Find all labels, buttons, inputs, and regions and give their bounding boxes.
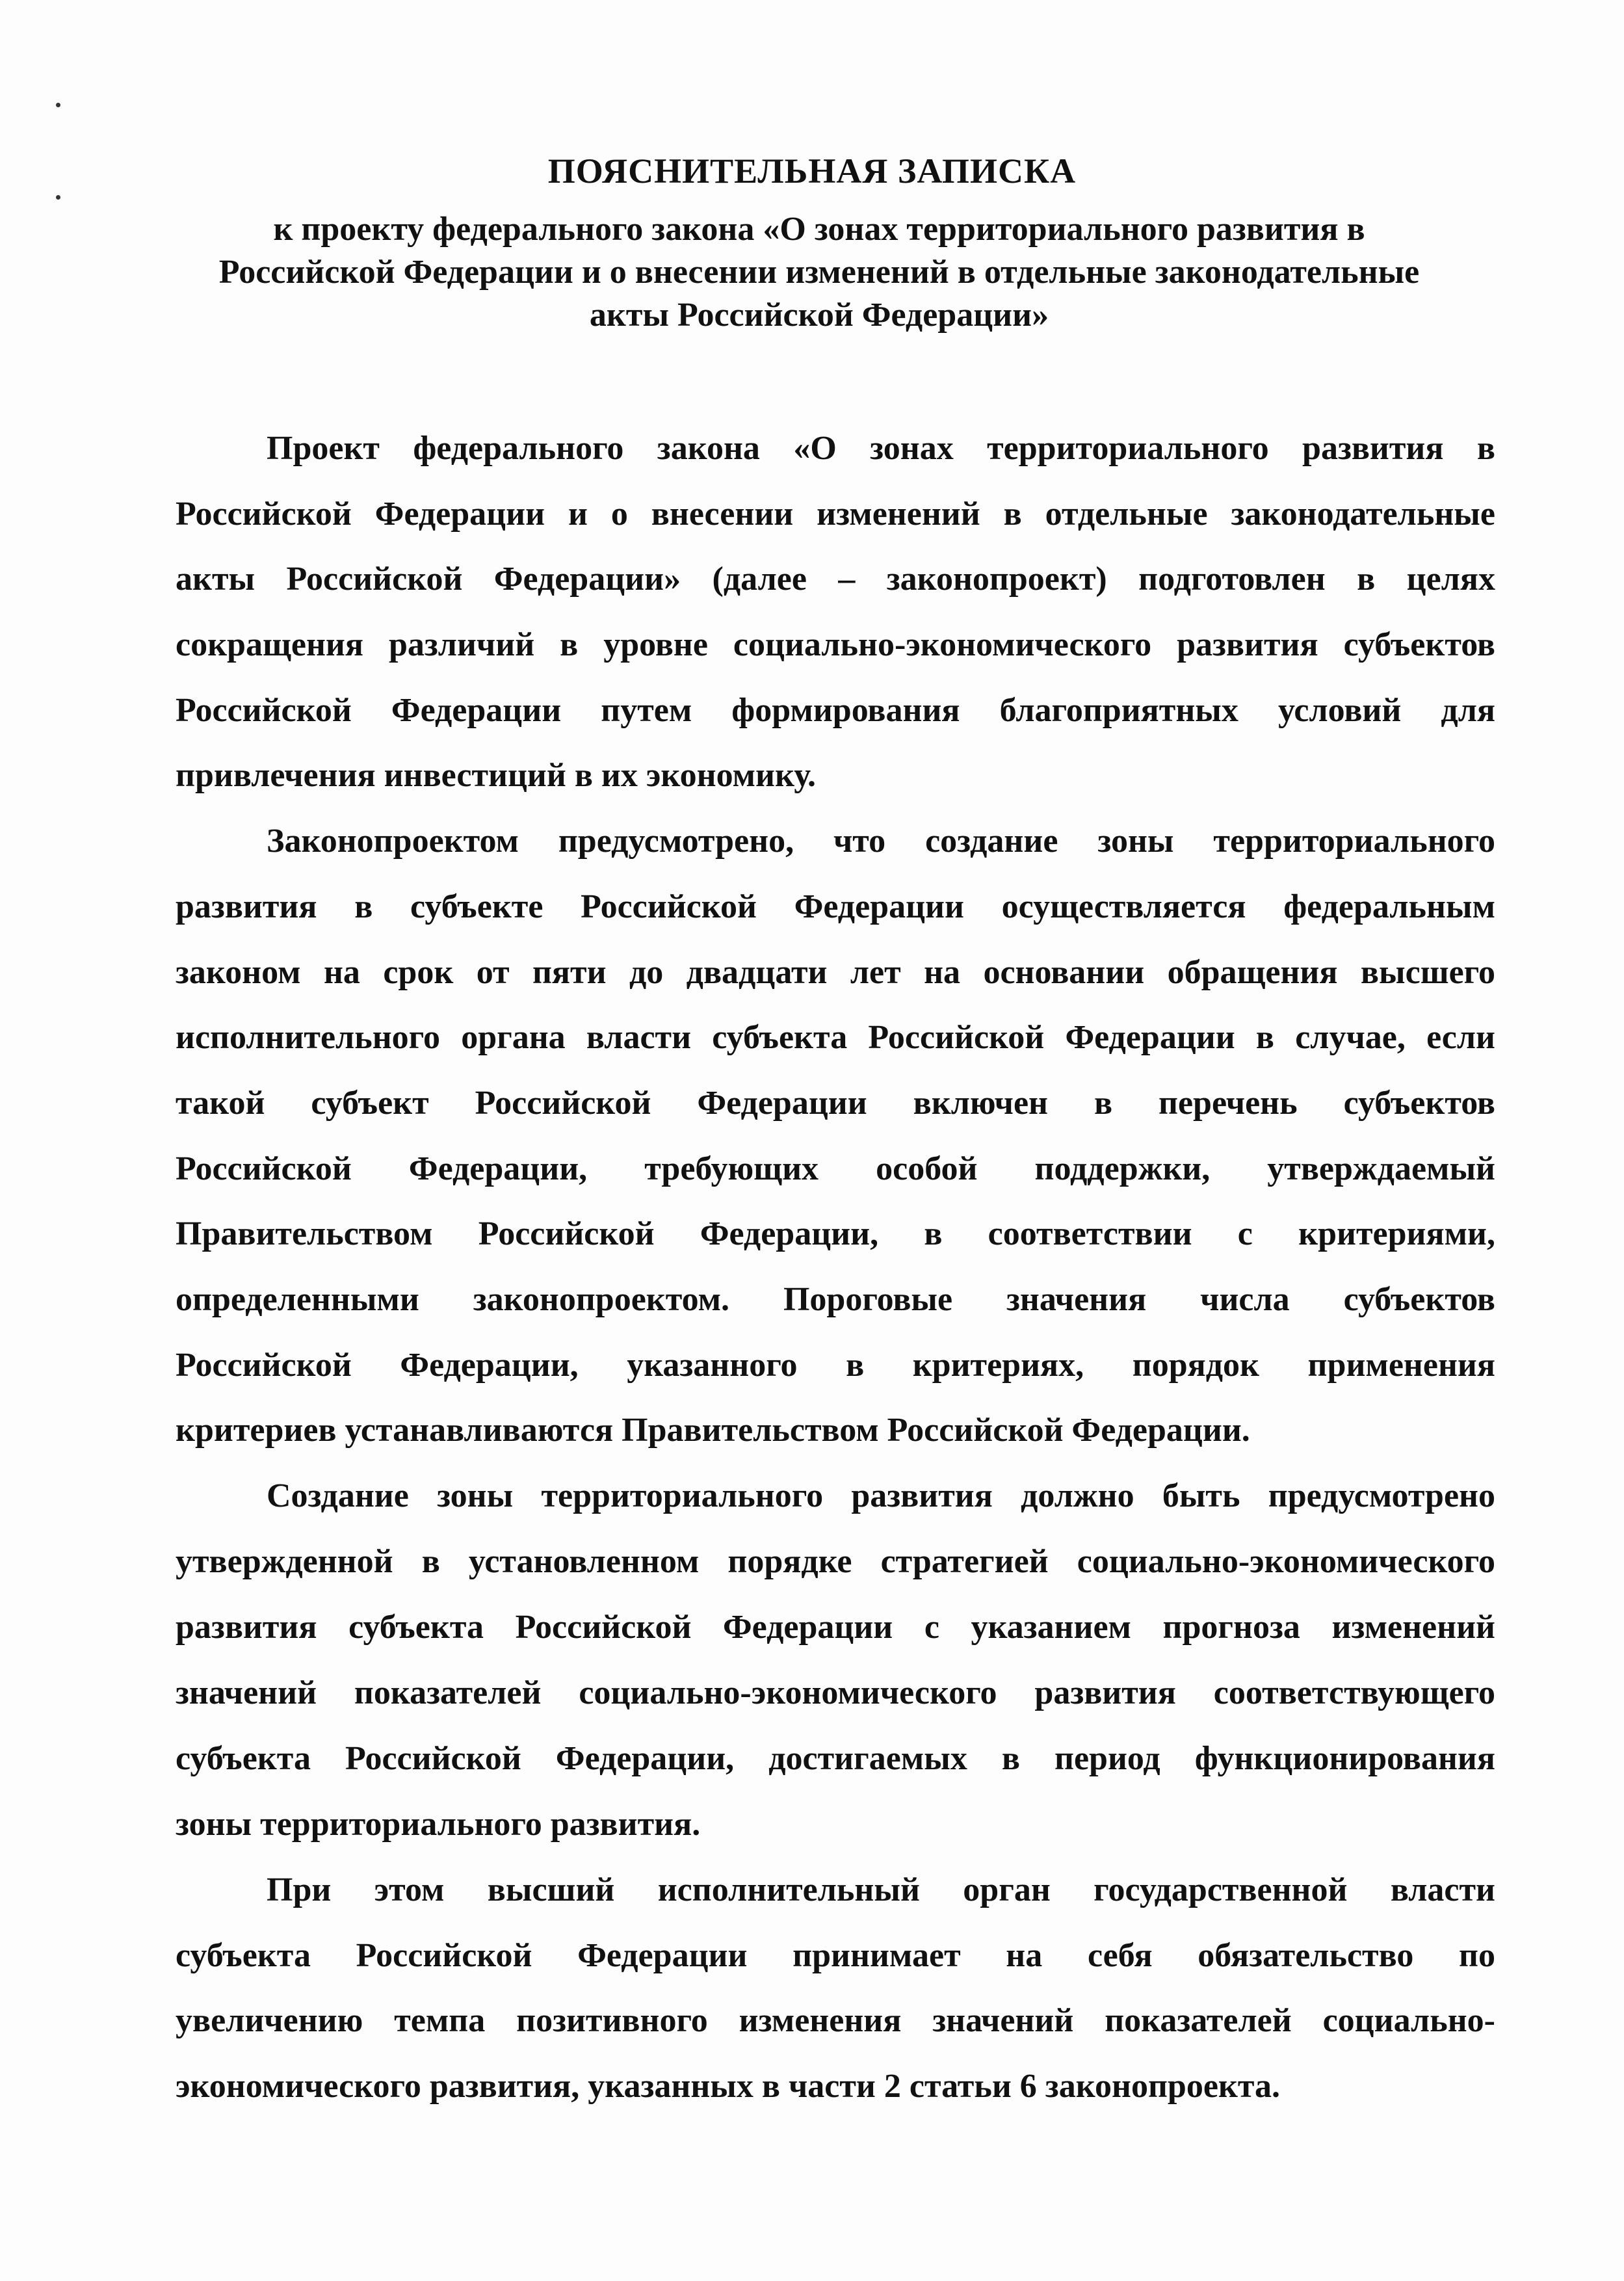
- paragraph-line: критериев устанавливаются Правительством Российской Федерации.: [176, 1412, 1250, 1449]
- paragraph-line: определенными законопроектом. Пороговые значения числа субъектов: [176, 1280, 1495, 1318]
- paragraph-4: [176, 1858, 1495, 2120]
- paragraph-line: субъекта Российской Федерации принимает на себя обязательство по: [176, 1936, 1495, 1974]
- paragraph-line: зоны территориального развития.: [176, 1806, 701, 1843]
- document-subtitle: [189, 208, 1450, 337]
- paragraph-line: При этом высший исполнительный орган государственной власти: [267, 1871, 1495, 1908]
- paragraph-line: развития в субъекте Российской Федерации осуществляется федеральным: [176, 888, 1495, 925]
- paragraph-line: Законопроектом предусмотрено, что создание зоны территориального: [267, 823, 1495, 860]
- paragraph-line: акты Российской Федерации» (далее – законопроект) подготовлен в целях: [176, 560, 1495, 598]
- paragraph-line: Российской Федерации путем формирования благоприятных условий для: [176, 691, 1495, 729]
- document-title: ПОЯСНИТЕЛЬНАЯ ЗАПИСКА: [547, 152, 1077, 191]
- paragraph-line: Российской Федерации и о внесении изменений в отдельные законодательные: [176, 495, 1495, 533]
- paragraph-3: [176, 1464, 1495, 1858]
- subtitle-line: акты Российской Федерации»: [589, 297, 1049, 334]
- paragraph-line: привлечения инвестиций в их экономику.: [176, 757, 817, 795]
- paragraph-2: [176, 809, 1495, 1464]
- paragraph-line: развития субъекта Российской Федерации с указанием прогноза изменений: [176, 1609, 1495, 1646]
- paragraph-line: Российской Федерации, указанного в критериях, порядок применения: [176, 1346, 1495, 1384]
- paragraph-line: субъекта Российской Федерации, достигаемых в период функционирования: [176, 1740, 1495, 1777]
- scan-artifact-dot: [56, 103, 60, 107]
- paragraph-line: Российской Федерации, требующих особой поддержки, утверждаемый: [176, 1150, 1495, 1187]
- paragraph-line: такой субъект Российской Федерации включен в перечень субъектов: [176, 1084, 1495, 1122]
- paragraph-line: значений показателей социально-экономического развития соответствующего: [176, 1674, 1495, 1711]
- paragraph-line: исполнительного органа власти субъекта Российской Федерации в случае, если: [176, 1019, 1495, 1057]
- paragraph-line: увеличению темпа позитивного изменения значений показателей социально-: [176, 2002, 1495, 2040]
- scan-artifact-dot: [56, 195, 60, 200]
- paragraph-line: экономического развития, указанных в части 2 статьи 6 законопроекта.: [176, 2068, 1281, 2105]
- subtitle-line: Российской Федерации и о внесении изменений в отдельные законодательные: [218, 254, 1420, 291]
- paragraph-line: утвержденной в установленном порядке стратегией социально-экономического: [176, 1543, 1495, 1580]
- paragraph-1: [176, 416, 1495, 809]
- paragraph-line: законом на срок от пяти до двадцати лет на основании обращения высшего: [176, 953, 1495, 991]
- paragraph-line: Создание зоны территориального развития должно быть предусмотрено: [267, 1477, 1495, 1514]
- subtitle-line: к проекту федерального закона «О зонах территориального развития в: [273, 211, 1365, 248]
- paragraph-line: Проект федерального закона «О зонах территориального развития в: [267, 430, 1495, 467]
- document-body: [176, 416, 1495, 2120]
- paragraph-line: сокращения различий в уровне социально-экономического развития субъектов: [176, 626, 1495, 664]
- paragraph-line: Правительством Российской Федерации, в соответствии с критериями,: [176, 1215, 1495, 1253]
